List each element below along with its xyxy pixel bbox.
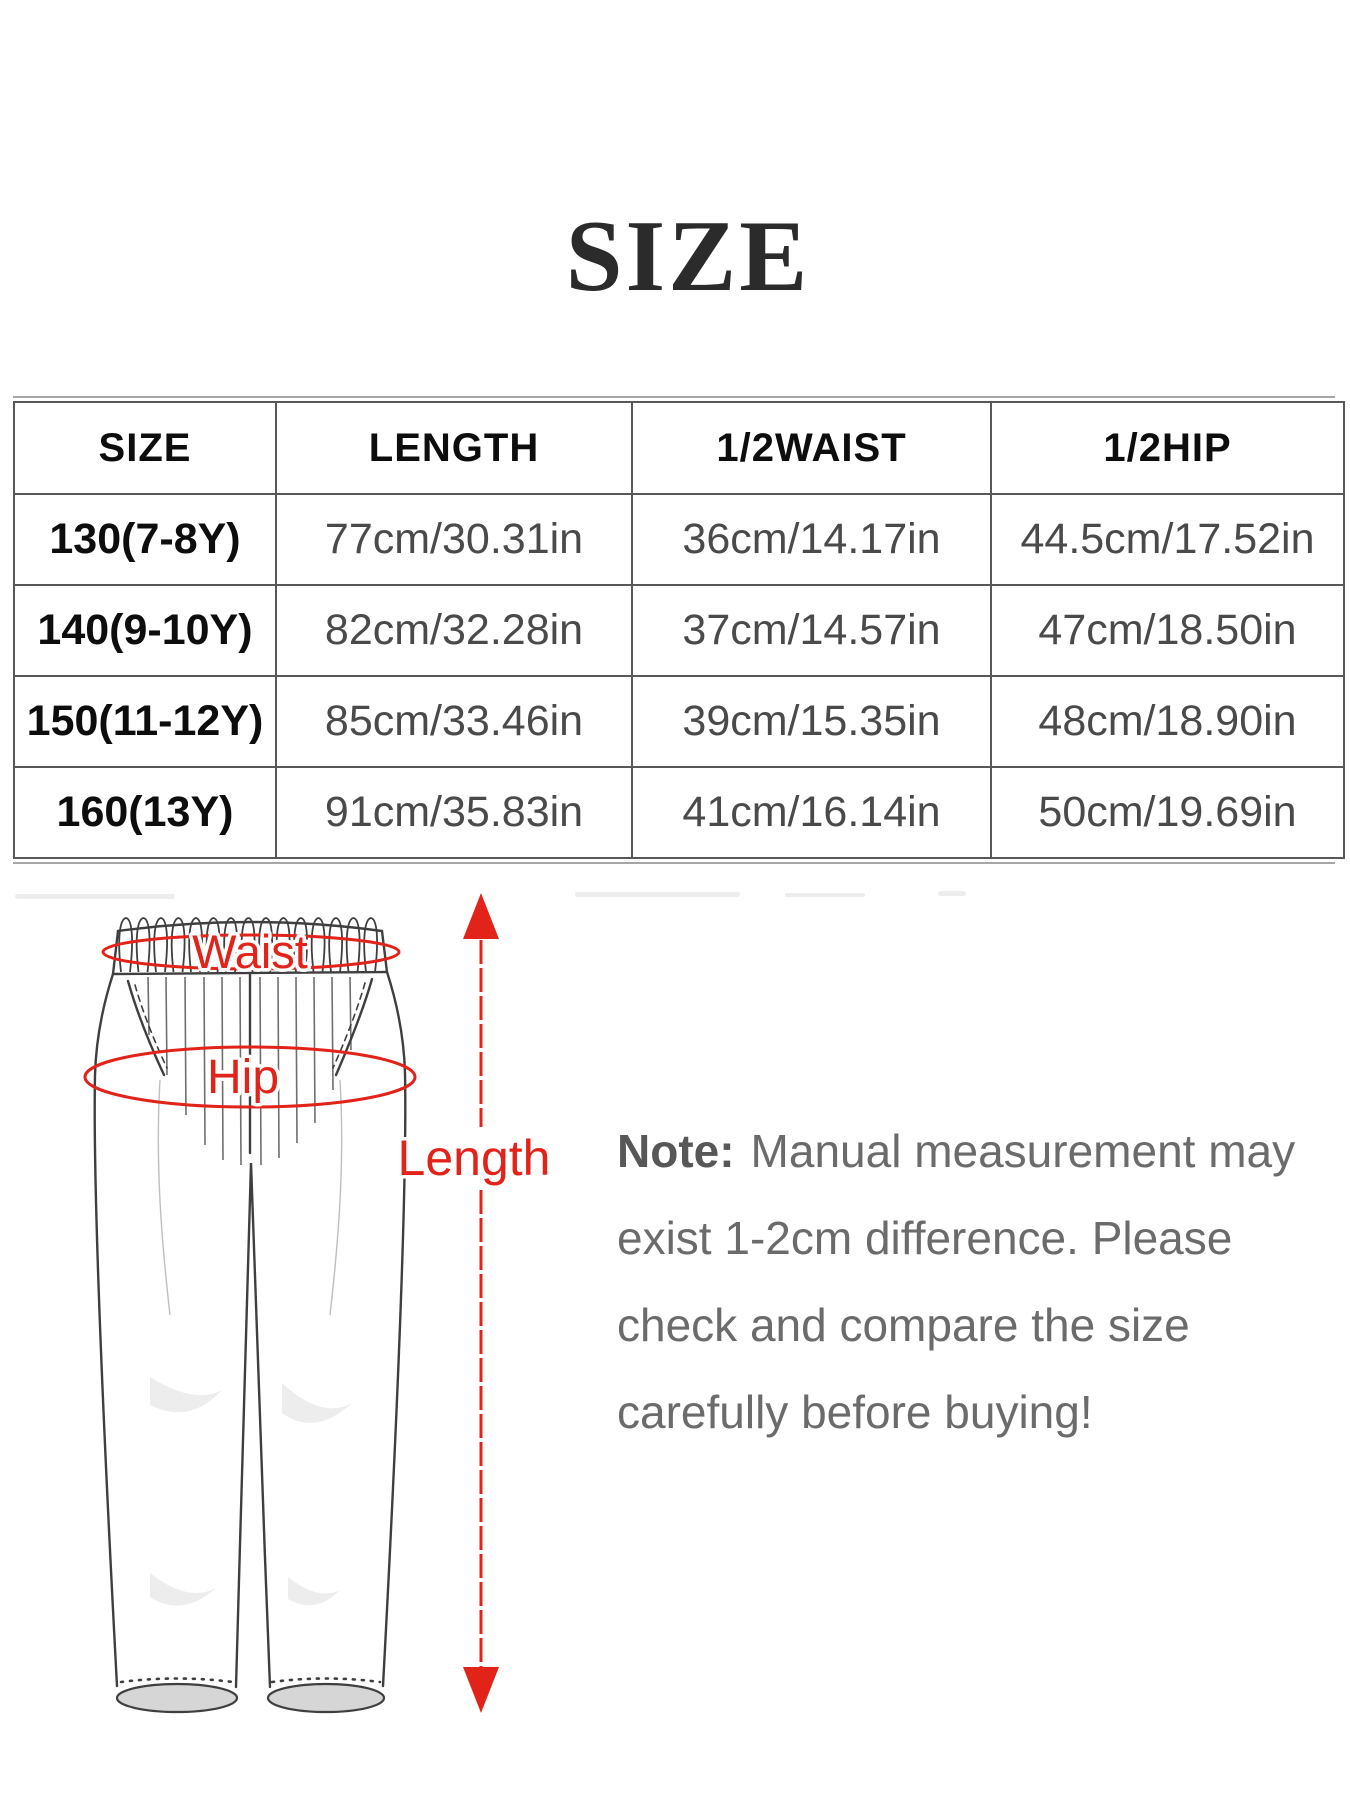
row-size-label: 140(9-10Y) xyxy=(14,585,276,676)
row-waist-value: 41cm/16.14in xyxy=(632,767,991,858)
scan-artifact xyxy=(938,891,966,896)
row-hip-value: 48cm/18.90in xyxy=(991,676,1344,767)
arrowhead-down xyxy=(463,1667,499,1713)
pants-outline xyxy=(95,922,406,1687)
row-waist-value: 36cm/14.17in xyxy=(632,494,991,585)
scan-artifact xyxy=(575,892,740,897)
header-length: LENGTH xyxy=(276,402,632,494)
row-hip-value: 47cm/18.50in xyxy=(991,585,1344,676)
note-block xyxy=(617,1108,1297,1456)
pants-measurement-diagram xyxy=(0,885,570,1765)
row-size-label: 130(7-8Y) xyxy=(14,494,276,585)
left-pocket-line xyxy=(128,981,164,1075)
table-row xyxy=(14,585,1344,676)
table-row xyxy=(14,676,1344,767)
right-hem-stitch xyxy=(272,1679,380,1683)
note-line: carefully before buying! xyxy=(617,1386,1093,1438)
size-table xyxy=(13,401,1345,859)
fabric-shading xyxy=(150,1377,352,1606)
note-line: exist 1-2cm difference. Please xyxy=(617,1212,1233,1264)
left-cuff xyxy=(117,1684,237,1712)
note-text: Manual measurement may xyxy=(750,1125,1296,1177)
row-length-value: 91cm/35.83in xyxy=(276,767,632,858)
scan-artifact xyxy=(785,893,865,897)
row-waist-value: 37cm/14.57in xyxy=(632,585,991,676)
row-hip-value: 50cm/19.69in xyxy=(991,767,1344,858)
arrowhead-up xyxy=(463,893,499,939)
note-line xyxy=(617,1108,1297,1195)
inner-seams xyxy=(236,1163,270,1687)
row-size-label: 160(13Y) xyxy=(14,767,276,858)
left-outer-seam xyxy=(95,974,117,1686)
size-table-wrapper xyxy=(13,401,1335,859)
length-label: Length xyxy=(397,1130,551,1186)
length-arrow xyxy=(463,893,499,1713)
row-size-label: 150(11-12Y) xyxy=(14,676,276,767)
right-outer-seam xyxy=(383,972,405,1686)
row-length-value: 77cm/30.31in xyxy=(276,494,632,585)
table-header-row xyxy=(14,402,1344,494)
header-half-waist: 1/2WAIST xyxy=(632,402,991,494)
page-title: SIZE xyxy=(565,200,811,313)
table-row xyxy=(14,494,1344,585)
note-line: check and compare the size xyxy=(617,1299,1190,1351)
row-hip-value: 44.5cm/17.52in xyxy=(991,494,1344,585)
header-size: SIZE xyxy=(14,402,276,494)
waist-label: Waist xyxy=(192,925,308,978)
left-hem-stitch xyxy=(121,1679,233,1683)
table-row xyxy=(14,767,1344,858)
row-waist-value: 39cm/15.35in xyxy=(632,676,991,767)
row-length-value: 85cm/33.46in xyxy=(276,676,632,767)
header-half-hip: 1/2HIP xyxy=(991,402,1344,494)
right-pocket-line xyxy=(336,979,372,1075)
row-length-value: 82cm/32.28in xyxy=(276,585,632,676)
note-label: Note: xyxy=(617,1125,735,1177)
right-cuff xyxy=(268,1684,384,1712)
hip-label: Hip xyxy=(206,1051,280,1104)
